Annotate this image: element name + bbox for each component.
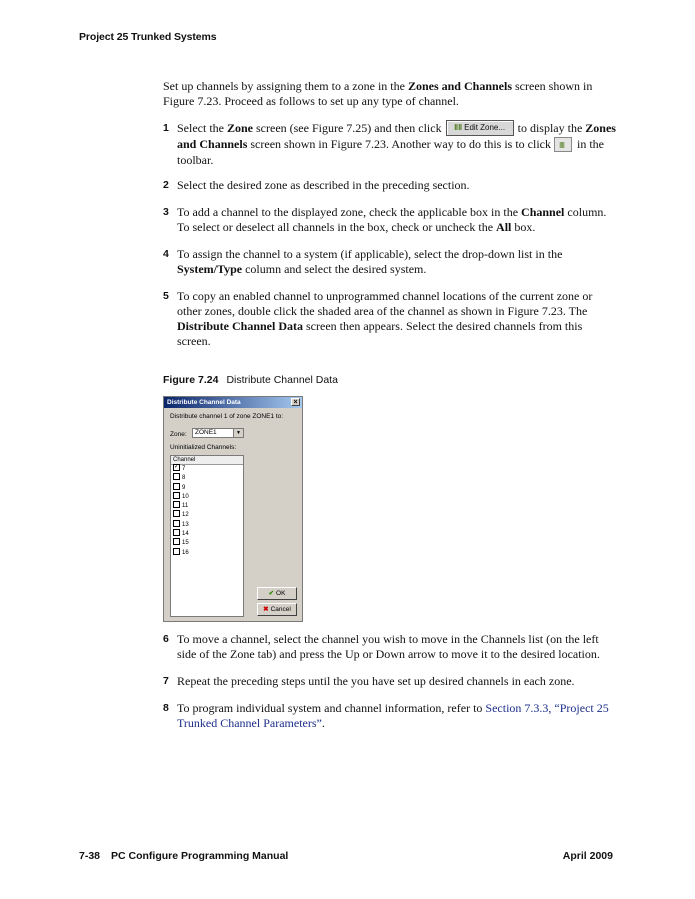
step-4: 4 To assign the channel to a system (if applicable), select the drop-down list in the System/Type column and select the desired system. (163, 247, 563, 276)
distribute-channel-data-dialog (163, 396, 303, 622)
step-number: 8 (163, 702, 169, 714)
zone-label: Zone: (170, 431, 187, 438)
checkbox[interactable] (173, 529, 180, 536)
step-number: 5 (163, 290, 169, 302)
intro-paragraph: Set up channels by assigning them to a zone in the Zones and Channels screen shown in Figure 7.23. Proceed as follows to set up any type of channel. (163, 79, 593, 108)
step-number: 3 (163, 206, 169, 218)
uninitialized-label: Uninitialized Channels: (170, 444, 237, 451)
running-header: Project 25 Trunked Systems (79, 31, 217, 43)
step-number: 4 (163, 248, 169, 260)
checkbox[interactable] (173, 483, 180, 490)
checkmark-icon: ✔ (268, 590, 275, 597)
dialog-title-bar: Distribute Channel Data × (164, 397, 302, 408)
step-2: 2 Select the desired zone as described in the preceding section. (163, 178, 470, 192)
checkbox[interactable] (173, 492, 180, 499)
list-item[interactable]: 14 (171, 530, 243, 539)
step-3: 3 To add a channel to the displayed zone, check the applicable box in the Channel column. To select or deselect all channels in the box, check or uncheck the All box. (163, 205, 607, 234)
step-number: 7 (163, 675, 169, 687)
step-1: 1 Select the Zone screen (see Figure 7.25) and then click ǁǁ Edit Zone... to display the Zones and Channels screen shown in Figure 7.23. Another way to do this is to click ǁǁ in the toolbar. (163, 121, 616, 167)
checkbox[interactable] (173, 538, 180, 545)
checkbox[interactable] (173, 501, 180, 508)
checkbox[interactable] (173, 520, 180, 527)
list-item[interactable]: 8 (171, 474, 243, 483)
list-item[interactable]: 10 (171, 493, 243, 502)
zone-toolbar-icon (554, 137, 572, 152)
list-item[interactable]: 9 (171, 484, 243, 493)
zone-icon: ǁǁ (454, 123, 463, 133)
checkbox[interactable] (173, 473, 180, 480)
chevron-down-icon[interactable]: ▼ (233, 429, 243, 437)
list-item[interactable]: ✓ 7 (174, 464, 186, 473)
checkbox[interactable] (173, 548, 180, 555)
zone-select[interactable]: ZONE1 ▼ (192, 428, 244, 438)
step-5: 5 To copy an enabled channel to unprogrammed channel locations of the current zone or other zones, double click the shaded area of the channel as shown in Figure 7.23. The Distribute Channel Data screen then appears. Select the desired channels from this screen. (163, 289, 593, 348)
channel-list-header: Channel (171, 456, 243, 465)
dialog-prompt: Distribute channel 1 of zone ZONE1 to: (170, 413, 284, 420)
step-number: 6 (163, 633, 169, 645)
section-link[interactable]: Section 7.3.3, “Project 25 Trunked Channel Parameters” (177, 701, 609, 730)
list-item[interactable]: 16 (171, 549, 243, 558)
footer-manual-title: PC Configure Programming Manual (111, 850, 289, 862)
step-number: 2 (163, 179, 169, 191)
list-item[interactable]: 12 (171, 511, 243, 520)
figure-caption: Figure 7.24 Distribute Channel Data (163, 374, 338, 386)
step-number: 1 (163, 122, 169, 134)
close-icon[interactable]: × (291, 398, 300, 406)
step-7: 7 Repeat the preceding steps until the you have set up desired channels in each zone. (163, 674, 575, 688)
cancel-button[interactable]: ✖ Cancel (257, 603, 297, 616)
footer-date: April 2009 (562, 850, 613, 862)
zone-icon: ǁǁ (559, 141, 565, 150)
close-icon: ✖ (263, 606, 269, 613)
footer-page-number: 7-38 (79, 850, 101, 862)
ok-button[interactable]: ✔ OK (257, 587, 297, 600)
edit-zone-button-image: ǁǁ Edit Zone... (446, 120, 514, 136)
step-8: 8 To program individual system and channel information, refer to Section 7.3.3, “Project 25 Trunked Channel Parameters”. (163, 701, 609, 730)
list-item[interactable]: 13 (171, 521, 243, 530)
channel-list[interactable] (170, 455, 244, 617)
checkbox-checked[interactable]: ✓ (174, 464, 180, 470)
step-6: 6 To move a channel, select the channel you wish to move in the Channels list (on the left side of the Zone tab) and press the Up or Down arrow to move it to the desired location. (163, 632, 600, 661)
checkbox[interactable] (173, 510, 180, 517)
list-item[interactable]: 11 (171, 502, 243, 511)
list-item[interactable]: 15 (171, 539, 243, 548)
